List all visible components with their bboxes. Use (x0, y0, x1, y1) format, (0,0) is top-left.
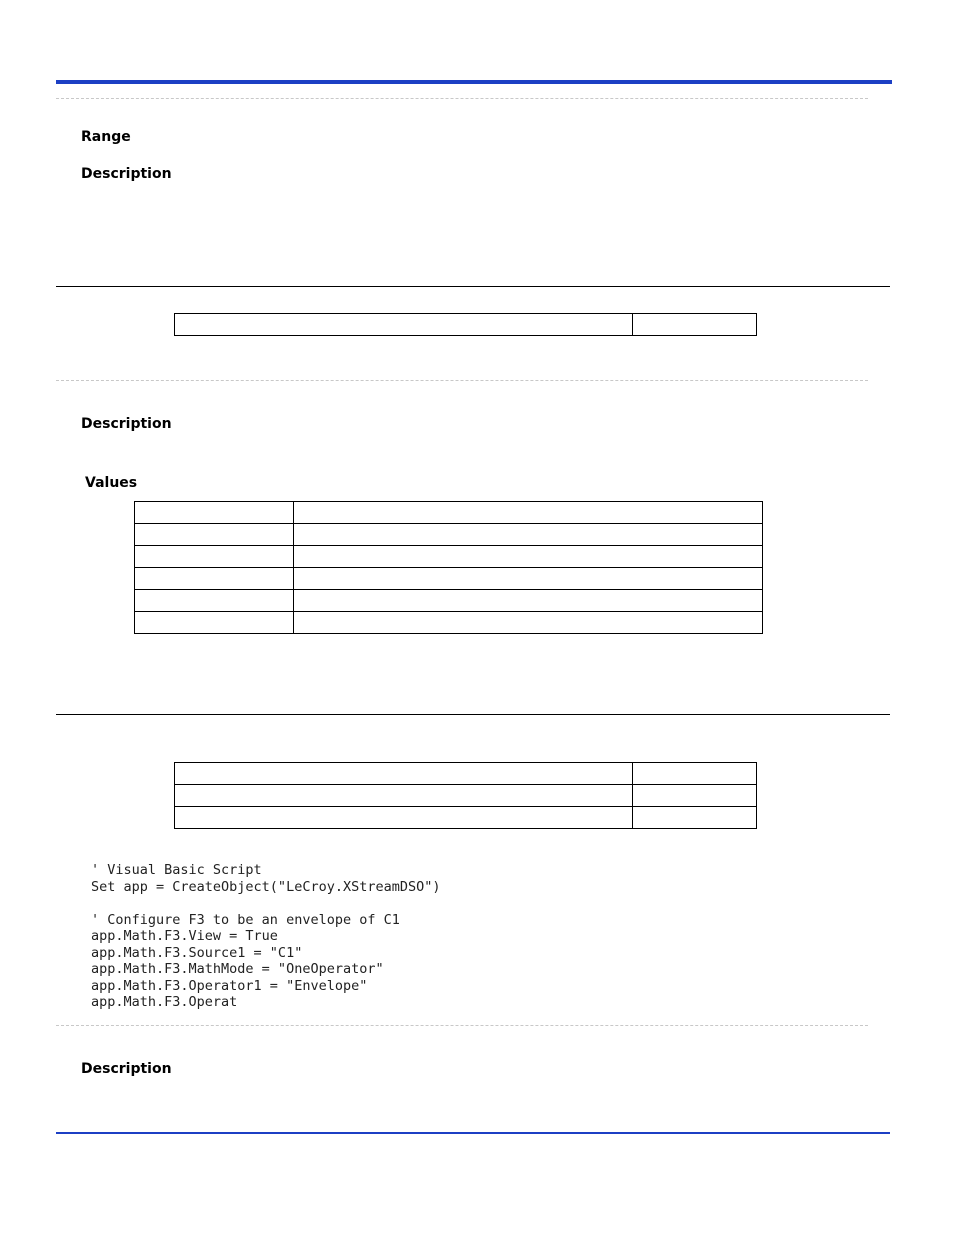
table-row (135, 612, 763, 634)
table-row (175, 807, 757, 829)
table-row (135, 568, 763, 590)
description-heading: Description (81, 1061, 172, 1077)
table-cell (294, 612, 763, 634)
code-example: ' Visual Basic Script Set app = CreateObject("LeCroy.XStreamDSO") ' Configure F3 to be an envelope of C1 app.Math.F3.View = True app.Math.F3.Source1 = "C1" app.Math.F3.MathMode = "OneOperator" app.Math.F3.Operator1 = "Envelope" app.Math.F3.Operat (91, 862, 441, 1010)
table-cell (135, 524, 294, 546)
table-cell (135, 502, 294, 524)
table-cell (135, 546, 294, 568)
table-cell (294, 590, 763, 612)
description-heading: Description (81, 416, 172, 432)
table-row (135, 590, 763, 612)
table-cell (294, 546, 763, 568)
dashed-divider (56, 1025, 868, 1026)
table-row (135, 502, 763, 524)
table-cell (633, 807, 757, 829)
table-row (175, 314, 757, 336)
values-heading: Values (85, 475, 138, 491)
table-cell (175, 785, 633, 807)
table-row (175, 763, 757, 785)
property-table-a (174, 313, 757, 336)
table-cell (633, 785, 757, 807)
table-cell (135, 612, 294, 634)
table-row (175, 785, 757, 807)
table-cell (175, 763, 633, 785)
table-cell (294, 568, 763, 590)
property-table-b (174, 762, 757, 829)
table-cell (135, 590, 294, 612)
table-cell (633, 763, 757, 785)
table-cell (294, 502, 763, 524)
description-heading: Description (81, 166, 172, 182)
values-table (134, 501, 763, 634)
table-cell (633, 314, 757, 336)
table-cell (135, 568, 294, 590)
section-rule (56, 286, 890, 287)
table-row (135, 524, 763, 546)
table-row (135, 546, 763, 568)
range-heading: Range (81, 129, 131, 145)
table-cell (175, 807, 633, 829)
table-cell (294, 524, 763, 546)
header-bar (56, 80, 892, 84)
dashed-divider (56, 380, 868, 381)
section-rule (56, 714, 890, 715)
table-cell (175, 314, 633, 336)
footer-bar (56, 1132, 890, 1134)
dashed-divider (56, 98, 868, 99)
